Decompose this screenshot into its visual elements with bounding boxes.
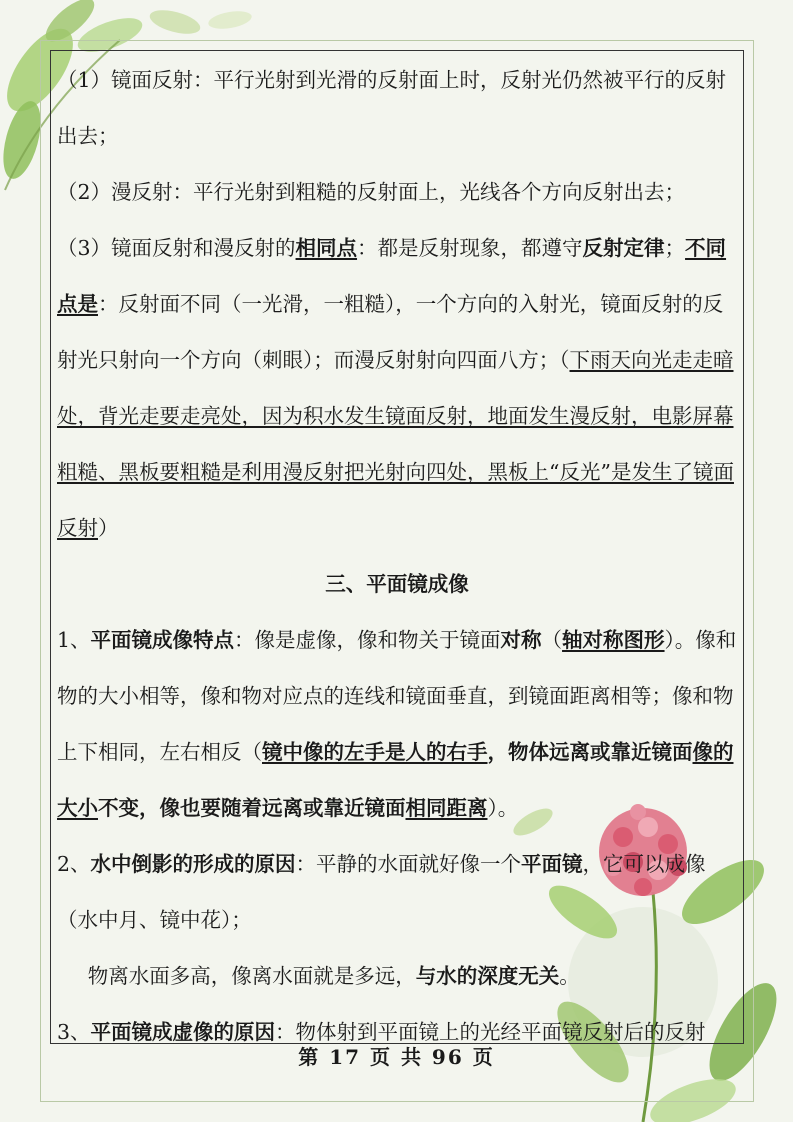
key-term: 平面镜成虚像的原因 bbox=[90, 1020, 276, 1044]
key-term: 与水的深度无关 bbox=[415, 964, 560, 988]
text-run: 1、 bbox=[57, 628, 91, 652]
paragraph-comparison bbox=[57, 220, 737, 556]
text-run: （2）漫反射：平行光射到粗糙的反射面上，光线各个方向反射出去； bbox=[57, 180, 686, 204]
text-run: （1）镜面反射：平行光射到光滑的反射面上时，反射光仍然被平行的反射出去； bbox=[57, 68, 727, 148]
text-run: 。 bbox=[559, 964, 580, 988]
text-run: （3）镜面反射和漫反射的 bbox=[57, 236, 296, 260]
key-term: 不变，像也要随着远离或靠近镜面 bbox=[98, 796, 406, 820]
text-run: ：反射面不同（一光滑，一粗糙），一个方向的入射光，镜面反射的反射光只射向一个方向（刺眼）；而漫反射射向四面八方；（ bbox=[57, 292, 724, 372]
text-run: ：物体射到平面镜上的光经平面镜反射后的反射 bbox=[275, 1020, 706, 1044]
text-run: ； bbox=[664, 236, 686, 260]
key-term-reflection-law: 反射定律 bbox=[582, 236, 665, 260]
section-heading: 三、平面镜成像 bbox=[325, 572, 469, 596]
key-term: ，物体远离或靠近镜面 bbox=[487, 740, 693, 764]
key-term-same-point: 相同点 bbox=[295, 236, 358, 260]
paragraph-water-reflection bbox=[57, 836, 737, 948]
document-body bbox=[57, 52, 737, 1060]
text-run: ，它可以成像（水中月、镜中花）； bbox=[57, 852, 706, 932]
key-term-underlined: 像的大小 bbox=[57, 740, 734, 820]
page-number-footer: 第 17 页 共 96 页 bbox=[298, 1045, 495, 1069]
text-run: ）。像和物的大小相等，像和物对应点的连线和镜面垂直，到镜面距离相等；像和物上下相同，左右相反（ bbox=[57, 628, 737, 764]
paragraph-diffuse-reflection bbox=[57, 164, 737, 220]
text-run: 3、 bbox=[57, 1020, 91, 1044]
text-run: （ bbox=[541, 628, 563, 652]
key-term: 平面镜成像特点 bbox=[90, 628, 235, 652]
text-run: ）。 bbox=[487, 796, 519, 820]
key-term-difference: 不同点是 bbox=[57, 236, 727, 316]
key-term-underlined: 轴对称图形 bbox=[562, 628, 665, 652]
text-run: 2、 bbox=[57, 852, 91, 876]
key-term: 平面镜 bbox=[521, 852, 583, 876]
key-term-underlined: 镜中像的左手是人的右手 bbox=[262, 740, 488, 764]
text-run: ） bbox=[98, 516, 119, 540]
text-run: ：平静的水面就好像一个 bbox=[295, 852, 522, 876]
paragraph-water-depth bbox=[57, 948, 737, 1004]
text-run: ：像是虚像，像和物关于镜面 bbox=[234, 628, 501, 652]
paragraph-plane-mirror-features bbox=[57, 612, 737, 836]
key-term-underlined: 相同距离 bbox=[405, 796, 488, 820]
text-run: 物离水面多高，像离水面就是多远， bbox=[87, 964, 416, 988]
underlined-example: 下雨天向光走走暗处，背光走要走亮处，因为积水发生镜面反射，地面发生漫反射，电影屏幕粗糙、黑板要粗糙是利用漫反射把光射向四处，黑板上“反光”是发生了镜面反射 bbox=[57, 348, 734, 540]
key-term: 对称 bbox=[500, 628, 542, 652]
key-term: 水中倒影的形成的原因 bbox=[90, 852, 296, 876]
paragraph-specular-reflection bbox=[57, 52, 737, 164]
text-run: ：都是反射现象，都遵守 bbox=[357, 236, 583, 260]
